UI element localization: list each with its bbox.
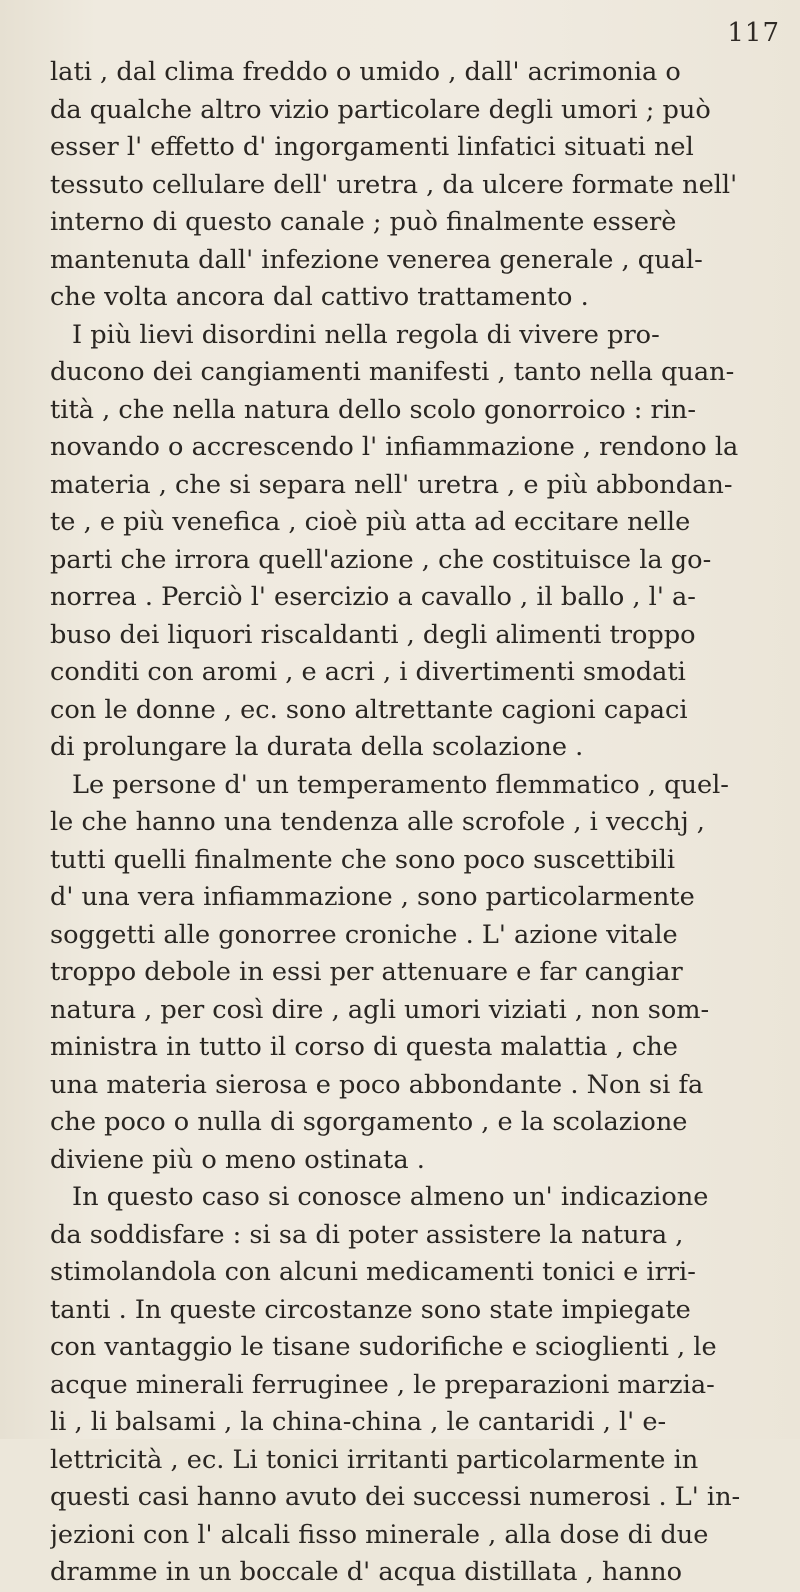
- text-line: esser l' effetto d' ingorgamenti linfatici situati nel: [50, 132, 694, 162]
- text-line: tità , che nella natura dello scolo gonorroico : rin-: [50, 394, 697, 425]
- text-line: ducono dei cangiamenti manifesti , tanto nella quan-: [50, 357, 735, 387]
- text-line: In questo caso si conosce almeno un' indicazione: [72, 1182, 709, 1212]
- text-line: dramme in un boccale d' acqua distillata , hanno: [50, 1557, 683, 1587]
- text-line: Le persone d' un temperamento flemmatico , quel-: [72, 769, 729, 800]
- text-line: con vantaggio le tisane sudorifiche e scioglienti , le: [50, 1332, 717, 1362]
- text-line: interno di questo canale ; può finalmente esserè: [50, 207, 677, 237]
- text-line: natura , per così dire , agli umori viziati , non som-: [50, 994, 710, 1025]
- text-line: troppo debole in essi per attenuare e far cangiar: [50, 957, 683, 987]
- text-line: li , li balsami , la china-china , le cantaridi , l' e-: [50, 1407, 667, 1437]
- text-line: mantenuta dall' infezione venerea generale , qual-: [50, 244, 703, 275]
- text-line: lati , dal clima freddo o umido , dall' acrimonia o: [50, 57, 681, 87]
- body-text: [50, 54, 790, 1592]
- text-line: norrea . Perciò l' esercizio a cavallo , il ballo , l' a-: [50, 582, 696, 612]
- text-line: questi casi hanno avuto dei successi numerosi . L' in-: [50, 1482, 741, 1512]
- text-line: d' una vera infiammazione , sono particolarmente: [50, 882, 695, 912]
- text-line: tanti . In queste circostanze sono state impiegate: [50, 1294, 691, 1325]
- text-line: da soddisfare : si sa di poter assistere la natura ,: [50, 1219, 684, 1250]
- text-line: I più lievi disordini nella regola di vivere pro-: [72, 319, 660, 350]
- text-line: acque minerali ferruginee , le preparazioni marzia-: [50, 1369, 715, 1400]
- text-line: te , e più venefica , cioè più atta ad eccitare nelle: [50, 507, 691, 537]
- text-line: le che hanno una tendenza alle scrofole , i vecchj ,: [50, 807, 705, 837]
- text-line: stimolandola con alcuni medicamenti tonici e irri-: [50, 1257, 696, 1287]
- text-line: parti che irrora quell'azione , che costituisce la go-: [50, 544, 712, 575]
- text-line: ministra in tutto il corso di questa malattia , che: [50, 1032, 678, 1062]
- text-line: tutti quelli finalmente che sono poco suscettibili: [50, 844, 676, 875]
- text-line: che poco o nulla di sgorgamento , e la scolazione: [50, 1107, 688, 1137]
- text-line: soggetti alle gonorree croniche . L' azione vitale: [50, 919, 678, 950]
- text-line: con le donne , ec. sono altrettante cagioni capaci: [50, 694, 688, 725]
- text-line: che volta ancora dal cattivo trattamento .: [50, 282, 589, 312]
- text-line: di prolungare la durata della scolazione .: [50, 732, 584, 762]
- text-line: materia , che si separa nell' uretra , e più abbondan-: [50, 469, 733, 500]
- text-line: lettricità , ec. Li tonici irritanti particolarmente in: [50, 1444, 699, 1475]
- text-line: buso dei liquori riscaldanti , degli alimenti troppo: [50, 619, 696, 650]
- text-line: da qualche altro vizio particolare degli umori ; può: [50, 94, 711, 125]
- page-number: 117: [727, 18, 780, 48]
- text-line: tessuto cellulare dell' uretra , da ulcere formate nell': [50, 169, 738, 200]
- text-line: diviene più o meno ostinata .: [50, 1144, 425, 1175]
- text-line: novando o accrescendo l' infiammazione , rendono la: [50, 432, 739, 462]
- text-line: una materia sierosa e poco abbondante . Non si fa: [50, 1069, 704, 1100]
- text-line: conditi con aromi , e acri , i divertimenti smodati: [50, 657, 686, 687]
- text-line: jezioni con l' alcali fisso minerale , alla dose di due: [50, 1519, 709, 1550]
